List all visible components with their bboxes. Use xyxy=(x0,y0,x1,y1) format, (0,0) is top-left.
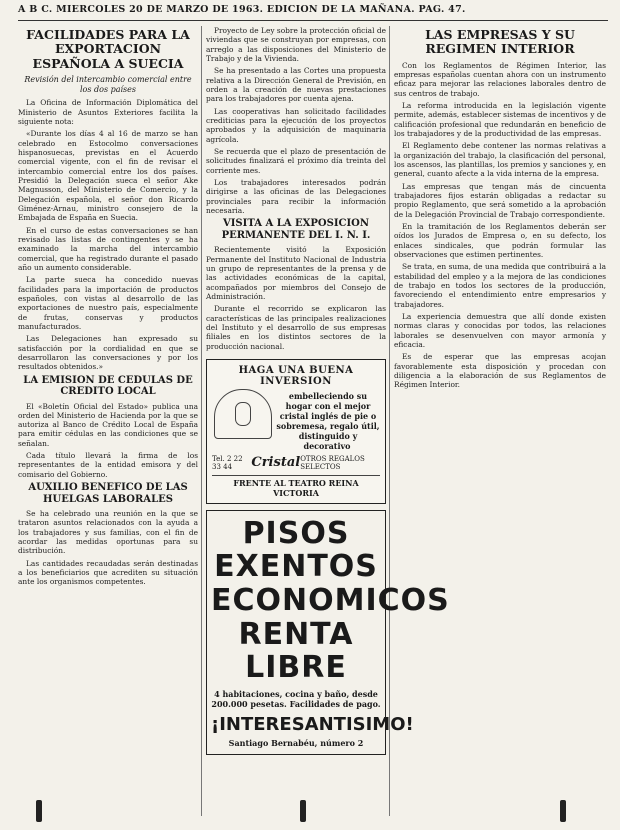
paragraph: El «Boletín Oficial del Estado» publica una orden del Ministerio de Hacienda por la que se autoriza al Banco de Crédito Local de España para emitir cédulas en las condiciones que se señalan. xyxy=(18,401,198,448)
page-header: A B C. MIERCOLES 20 DE MARZO DE 1963. EDICION DE LA MAÑANA. PAG. 47. xyxy=(18,4,608,21)
paragraph: Se ha celebrado una reunión en la que se trataron asuntos relacionados con la ayuda a los trabajadores y sus familias, con el fin de acordar las medidas oportunas para su distribución. xyxy=(18,509,198,556)
paragraph: Cada título llevará la firma de los representantes de la entidad emisora y del comisario del Gobierno. xyxy=(18,451,198,479)
column-3 xyxy=(394,26,606,393)
paragraph: Las Delegaciones han expresado su satisfacción por la cordialidad en que se desarrollaron las conversaciones y por los resultados obtenidos.» xyxy=(18,334,198,372)
article-headline-auxilio: AUXILIO BENEFICO DE LAS HUELGAS LABORALES xyxy=(28,482,188,505)
print-smear xyxy=(560,800,566,822)
print-smear xyxy=(300,800,306,822)
paragraph: Recientemente visitó la Exposición Permanente del Instituto Nacional de Industria un grupo de representantes de la prensa y de las actividades económicas de la capital, acompañados por miembros del Consejo de Administración. xyxy=(206,245,386,301)
ad-address: Santiago Bernabéu, número 2 xyxy=(228,737,364,748)
column-2 xyxy=(206,26,450,761)
paragraph: Es de esperar que las empresas acojan favorablemente esta disposición y procedan con diligencia a la elaboración de sus Reglamentos de Régimen Interior. xyxy=(394,352,606,390)
ad-brand-row xyxy=(212,455,380,471)
vase-illustration-icon xyxy=(214,389,272,439)
paragraph: La reforma introducida en la legislación vigente permite, además, establecer sistemas de incentivos y de calificación profesional que redundarán en beneficio de los trabajadores y de la productividad de las empresas. xyxy=(394,101,606,139)
article-deck-sweden: Revisión del intercambio comercial entre los dos países xyxy=(24,75,192,94)
paragraph: La Oficina de Información Diplomática del Ministerio de Asuntos Exteriores facilita la siguiente nota: xyxy=(18,98,198,126)
paragraph: Se trata, en suma, de una medida que contribuirá a la estabilidad del empleo y a la mejora de las condiciones de trabajo en todos los sectores de la producción, favoreciendo el entendimiento entre empresarios y trabajadores. xyxy=(394,262,606,309)
paragraph: Con los Reglamentos de Régimen Interior, las empresas españolas cuentan ahora con un instrumento eficaz para mejorar las relaciones laborales dentro de sus centros de trabajo. xyxy=(394,60,606,98)
ad-phone: Tel. 2 22 33 44 xyxy=(212,454,243,471)
article-headline-cedulas: LA EMISION DE CEDULAS DE CREDITO LOCAL xyxy=(23,374,193,397)
ad-footer: FRENTE AL TEATRO REINA VICTORIA xyxy=(212,475,380,498)
ad-title: HAGA UNA BUENA INVERSION xyxy=(238,364,354,387)
paragraph: La parte sueca ha concedido nuevas facilidades para la importación de productos españoles, con vistas al desarrollo de las exportaciones de nuestro país, especialmente de frutas, conservas y productos manufacturados. xyxy=(18,275,198,331)
housing-advert xyxy=(206,510,450,755)
article-headline-empresas: LAS EMPRESAS Y SU REGIMEN INTERIOR xyxy=(425,27,575,57)
paragraph: En la tramitación de los Reglamentos deberán ser oídos los Jurados de Empresa o, en su defecto, los enlaces sindicales, que podrán formular las observaciones que estimen pertinentes. xyxy=(394,222,606,259)
ad-line-exentos: EXENTOS xyxy=(214,549,378,585)
paragraph: Se recuerda que el plazo de presentación de solicitudes finalizará el próximo día treinta del corriente mes. xyxy=(206,146,386,175)
article-headline-ini: VISITA A LA EXPOSICION PERMANENTE DEL I. N. I. xyxy=(221,218,371,241)
paragraph: Las cooperativas han solicitado facilidades crediticias para la ejecución de los proyectos aprobados y la adquisición de maquinaria agrícola. xyxy=(206,106,386,144)
paragraph: «Durante los días 4 al 16 de marzo se han celebrado en Estocolmo conversaciones hispanosuecas, previstas en el Acuerdo comercial vigente, con el fin de revisar el intercambio comercial entre los dos países. Presidió la Delegación sueca el señor Ake Magnusson, del Ministerio de Comercio, y la Delegación española, el señor don Ricardo Giménez-Arnau, ministro consejero de la Embajada de España en Suecia. xyxy=(18,129,198,223)
column-rule-2 xyxy=(389,26,390,816)
paragraph: Durante el recorrido se explicaron las características de las principales realizaciones del Instituto y el desarrollo de sus empresas filiales en los distintos sectores de la producción nacional. xyxy=(206,304,386,351)
ad-line-pisos: PISOS xyxy=(242,515,350,551)
paragraph: El Reglamento debe contener las normas relativas a la organización del trabajo, la clasificación del personal, los ascensos, las plantillas, los premios y sanciones y, en general, cuanto afecte a la vida interna de la empresa. xyxy=(394,141,606,179)
ad-shout: ¡INTERESANTISIMO! xyxy=(211,713,414,735)
ad-line-economicos: ECONOMICOS xyxy=(211,583,450,619)
paragraph: Los trabajadores interesados podrán dirigirse a las oficinas de las Delegaciones provinciales para recibir la información necesaria. xyxy=(206,177,386,215)
ad-line-renta: RENTA LIBRE xyxy=(238,616,354,686)
print-smear xyxy=(36,800,42,822)
column-rule-1 xyxy=(201,26,202,816)
ad-body: embelleciendo su hogar con el mejor cristal inglés de pie o sobremesa, regalo útil, distinguido y decorativo xyxy=(276,390,380,451)
paragraph: En el curso de estas conversaciones se han revisado las listas de contingentes y se ha examinado la marcha del intercambio comercial, que ha registrado durante el pasado año un aumento considerable. xyxy=(18,225,198,272)
ad-tag: OTROS REGALOS SELECTOS xyxy=(300,454,365,471)
paragraph: Proyecto de Ley sobre la protección oficial de viviendas que se construyan por empresas, con arreglo a las disposiciones del Ministerio de Trabajo y de la Vivienda. xyxy=(206,26,386,63)
crystal-advert xyxy=(206,359,386,504)
ad-brand-logo: Cristal xyxy=(251,455,301,471)
ad-details: 4 habitaciones, cocina y baño, desde 200.000 pesetas. Facilidades de pago. xyxy=(211,688,381,710)
column-1 xyxy=(18,26,198,590)
paragraph: Se ha presentado a las Cortes una propuesta relativa a la Dirección General de Previsión, en orden a la creación de nuevas prestaciones para los trabajadores por cuenta ajena. xyxy=(206,66,386,104)
paragraph: Las cantidades recaudadas serán destinadas a los beneficiarios que acrediten su situación ante los organismos competentes. xyxy=(18,558,198,587)
article-headline-sweden: FACILIDADES PARA LA EXPORTACION ESPAÑOLA A SUECIA xyxy=(26,27,190,71)
paragraph: La experiencia demuestra que allí donde existen normas claras y conocidas por todos, las relaciones laborales se desenvuelven con mayor armonía y eficacia. xyxy=(394,311,606,349)
paragraph: Las empresas que tengan más de cincuenta trabajadores fijos estarán obligadas a redactar su propio Reglamento, que será sometido a la aprobación de la Delegación Provincial de Trabajo correspondiente. xyxy=(394,181,606,219)
